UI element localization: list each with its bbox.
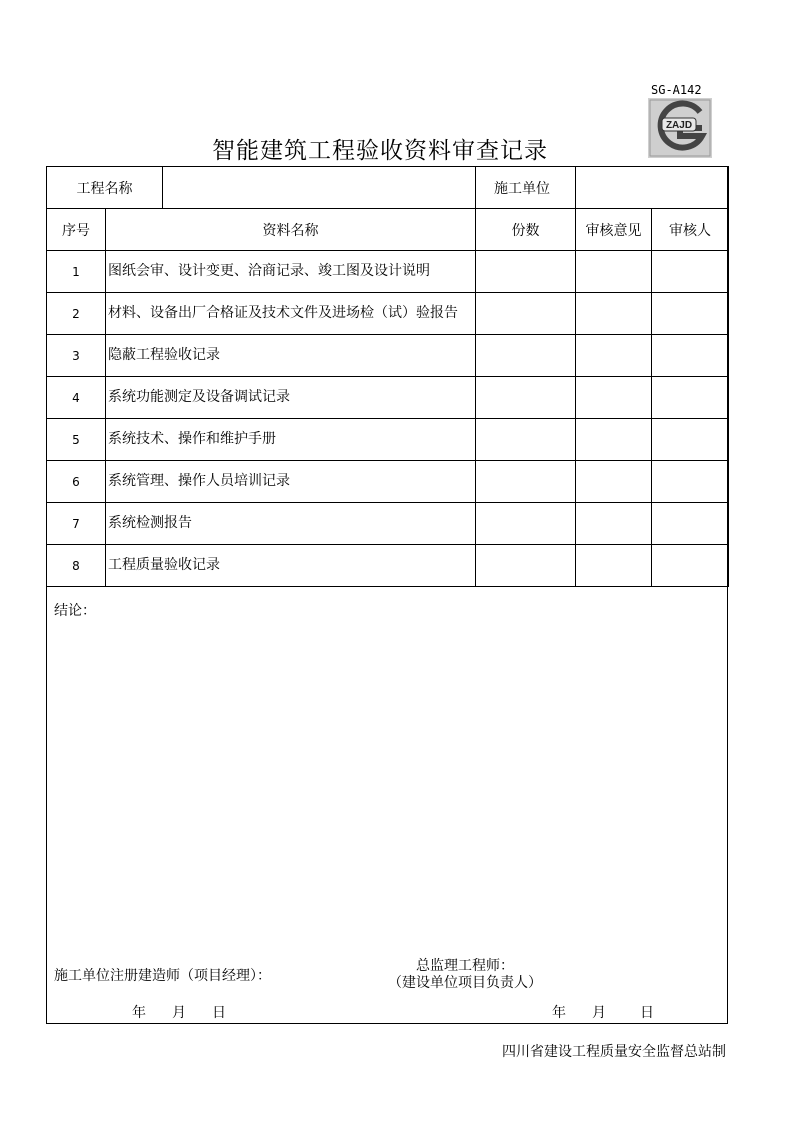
row-doc-name: 系统技术、操作和维护手册: [106, 419, 476, 461]
date-year: 年: [132, 1005, 146, 1021]
issuer-footer: 四川省建设工程质量安全监督总站制: [502, 1044, 726, 1060]
row-doc-name: 隐蔽工程验收记录: [106, 335, 476, 377]
col-reviewer-header: 审核人: [652, 209, 729, 251]
date-year: 年: [552, 1005, 566, 1021]
supervisor-date: [552, 1002, 654, 1022]
row-doc-name: 图纸会审、设计变更、洽商记录、竣工图及设计说明: [106, 251, 476, 293]
row-seq: 4: [47, 377, 106, 419]
row-doc-name: 系统检测报告: [106, 503, 476, 545]
supervisor-title: 总监理工程师：: [416, 958, 514, 974]
row-doc-name: 系统功能测定及设备调试记录: [106, 377, 476, 419]
date-day: 日: [640, 1005, 654, 1021]
row-seq: 1: [47, 251, 106, 293]
col-seq-header: 序号: [47, 209, 106, 251]
contractor-signature-label: 施工单位注册建造师（项目经理）：: [54, 968, 271, 984]
date-month: 月: [592, 1005, 606, 1021]
date-day: 日: [212, 1005, 226, 1021]
logo-text: ZAJD: [665, 120, 693, 131]
row-seq: 2: [47, 293, 106, 335]
conclusion-label: 结论：: [54, 603, 96, 619]
row-seq: 6: [47, 461, 106, 503]
row-doc-name: 工程质量验收记录: [106, 545, 476, 587]
row-seq: 5: [47, 419, 106, 461]
construction-unit-label: 施工单位: [476, 167, 576, 209]
col-review-opinion-header: 审核意见: [576, 209, 652, 251]
date-month: 月: [172, 1005, 186, 1021]
row-doc-name: 材料、设备出厂合格证及技术文件及进场检（试）验报告: [106, 293, 476, 335]
row-doc-name: 系统管理、操作人员培训记录: [106, 461, 476, 503]
col-doc-name-header: 资料名称: [106, 209, 476, 251]
page-title: 智能建筑工程验收资料审查记录: [212, 138, 548, 164]
owner-representative-title: （建设单位项目负责人）: [388, 975, 542, 991]
row-seq: 7: [47, 503, 106, 545]
project-name-label: 工程名称: [47, 167, 163, 209]
row-seq: 3: [47, 335, 106, 377]
supervisor-signature-label: [388, 958, 542, 992]
form-frame: [46, 166, 728, 1024]
form-code: SG-A142: [651, 83, 702, 97]
col-copies-header: 份数: [476, 209, 576, 251]
row-seq: 8: [47, 545, 106, 587]
contractor-date: [132, 1002, 226, 1022]
